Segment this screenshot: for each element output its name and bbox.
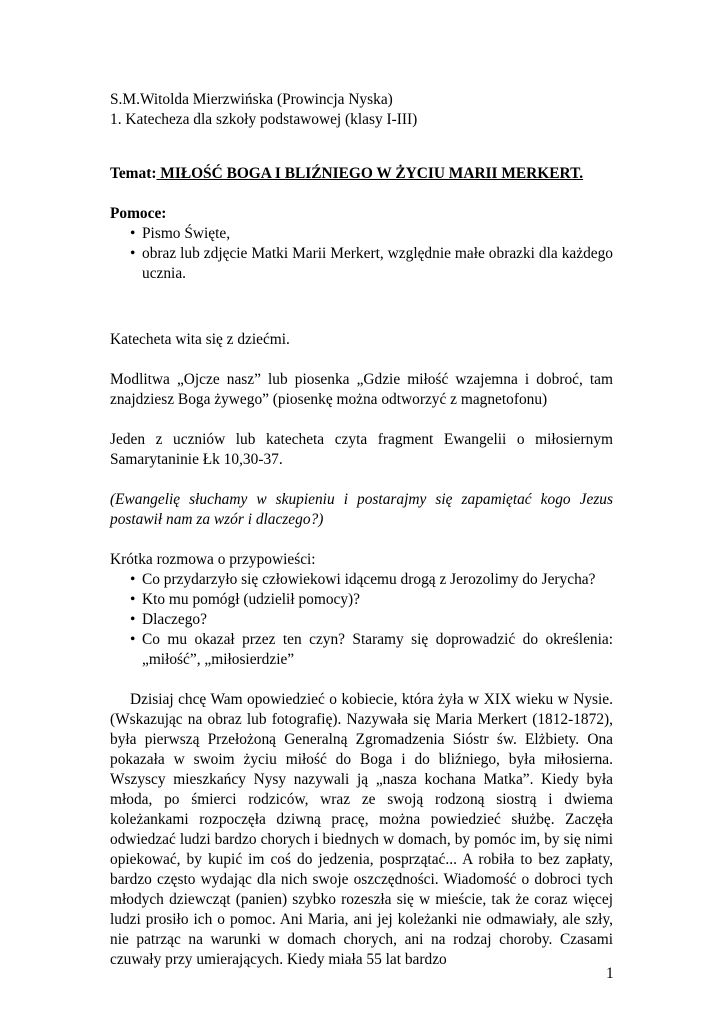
list-item: • obraz lub zdjęcie Matki Marii Merkert, względnie małe obrazki dla każdego ucznia. bbox=[110, 244, 613, 284]
topic-label: Temat: bbox=[110, 165, 157, 182]
greeting-paragraph: Katecheta wita się z dziećmi. bbox=[110, 331, 290, 348]
aids-list bbox=[110, 224, 613, 284]
conversation-intro: Krótka rozmowa o przypowieści: bbox=[110, 551, 316, 568]
list-item: • Pismo Święte, bbox=[110, 224, 613, 244]
questions-list bbox=[110, 570, 613, 670]
listen-note: (Ewangelię słuchamy w skupieniu i postarajmy się zapamiętać kogo Jezus postawił nam za wzór i dlaczego?) bbox=[110, 491, 613, 528]
page-number: 1 bbox=[606, 965, 614, 982]
list-item: • Co przydarzyło się człowiekowi idącemu drogą z Jerozolimy do Jerycha? bbox=[110, 570, 613, 590]
author-line: S.M.Witolda Mierzwińska (Prowincja Nyska) bbox=[110, 91, 393, 108]
topic-line bbox=[110, 164, 613, 184]
lesson-title-line: 1. Katecheza dla szkoły podstawowej (klasy I-III) bbox=[110, 111, 418, 128]
aids-label: Pomoce: bbox=[110, 205, 167, 222]
reading-paragraph: Jeden z uczniów lub katecheta czyta fragment Ewangelii o miłosiernym Samarytaninie Łk 10,30-37. bbox=[110, 431, 613, 468]
prayer-paragraph: Modlitwa „Ojcze nasz” lub piosenka „Gdzie miłość wzajemna i dobroć, tam znajdziesz Boga żywego” (piosenkę można odtworzyć z magnetofonu) bbox=[110, 371, 613, 408]
story-paragraph: Dzisiaj chcę Wam opowiedzieć o kobiecie, która żyła w XIX wieku w Nysie. (Wskazując na obraz lub fotografię). Nazywała się Maria Merkert (1812-1872), była pierwszą Przełożoną Generalną Zgromadzenia Sióstr św. Elżbiety. Ona pokazała w swoim życiu miłość do Boga i do bliźniego, była miłosierna. Wszyscy mieszkańcy Nysy nazywali ją „nasza kochana Matka”. Kiedy była młoda, po śmierci rodziców, wraz ze swoją rodzoną siostrą i dwiema koleżankami rozpoczęła dziwną pracę, można powiedzieć służbę. Zaczęła odwiedzać ludzi bardzo chorych i biednych w domach, by pomóc im, by się nimi opiekować, by kupić im coś do jedzenia, posprzątać... A robiła to bez zapłaty, bardzo często wydając dla nich swoje oszczędności. Wiadomość o dobroci tych młodych dziewcząt (panien) szybko rozeszła się w mieście, tak że coraz więcej ludzi prosiło ich o pomoc. Ani Maria, ani jej koleżanki nie odmawiały, ale szły, nie patrząc na warunki w domach chorych, ani na rodzaj choroby. Czasami czuwały przy umierających. Kiedy miała 55 lat bardzo bbox=[110, 691, 613, 968]
list-item: • Co mu okazał przez ten czyn? Staramy się doprowadzić do określenia: „miłość”, „miłosierdzie” bbox=[110, 630, 613, 670]
topic-title: MIŁOŚĆ BOGA I BLIŹNIEGO W ŻYCIU MARII MERKERT. bbox=[156, 165, 584, 182]
document-page bbox=[110, 90, 613, 970]
list-item: • Dlaczego? bbox=[110, 610, 613, 630]
list-item: • Kto mu pomógł (udzielił pomocy)? bbox=[110, 590, 613, 610]
